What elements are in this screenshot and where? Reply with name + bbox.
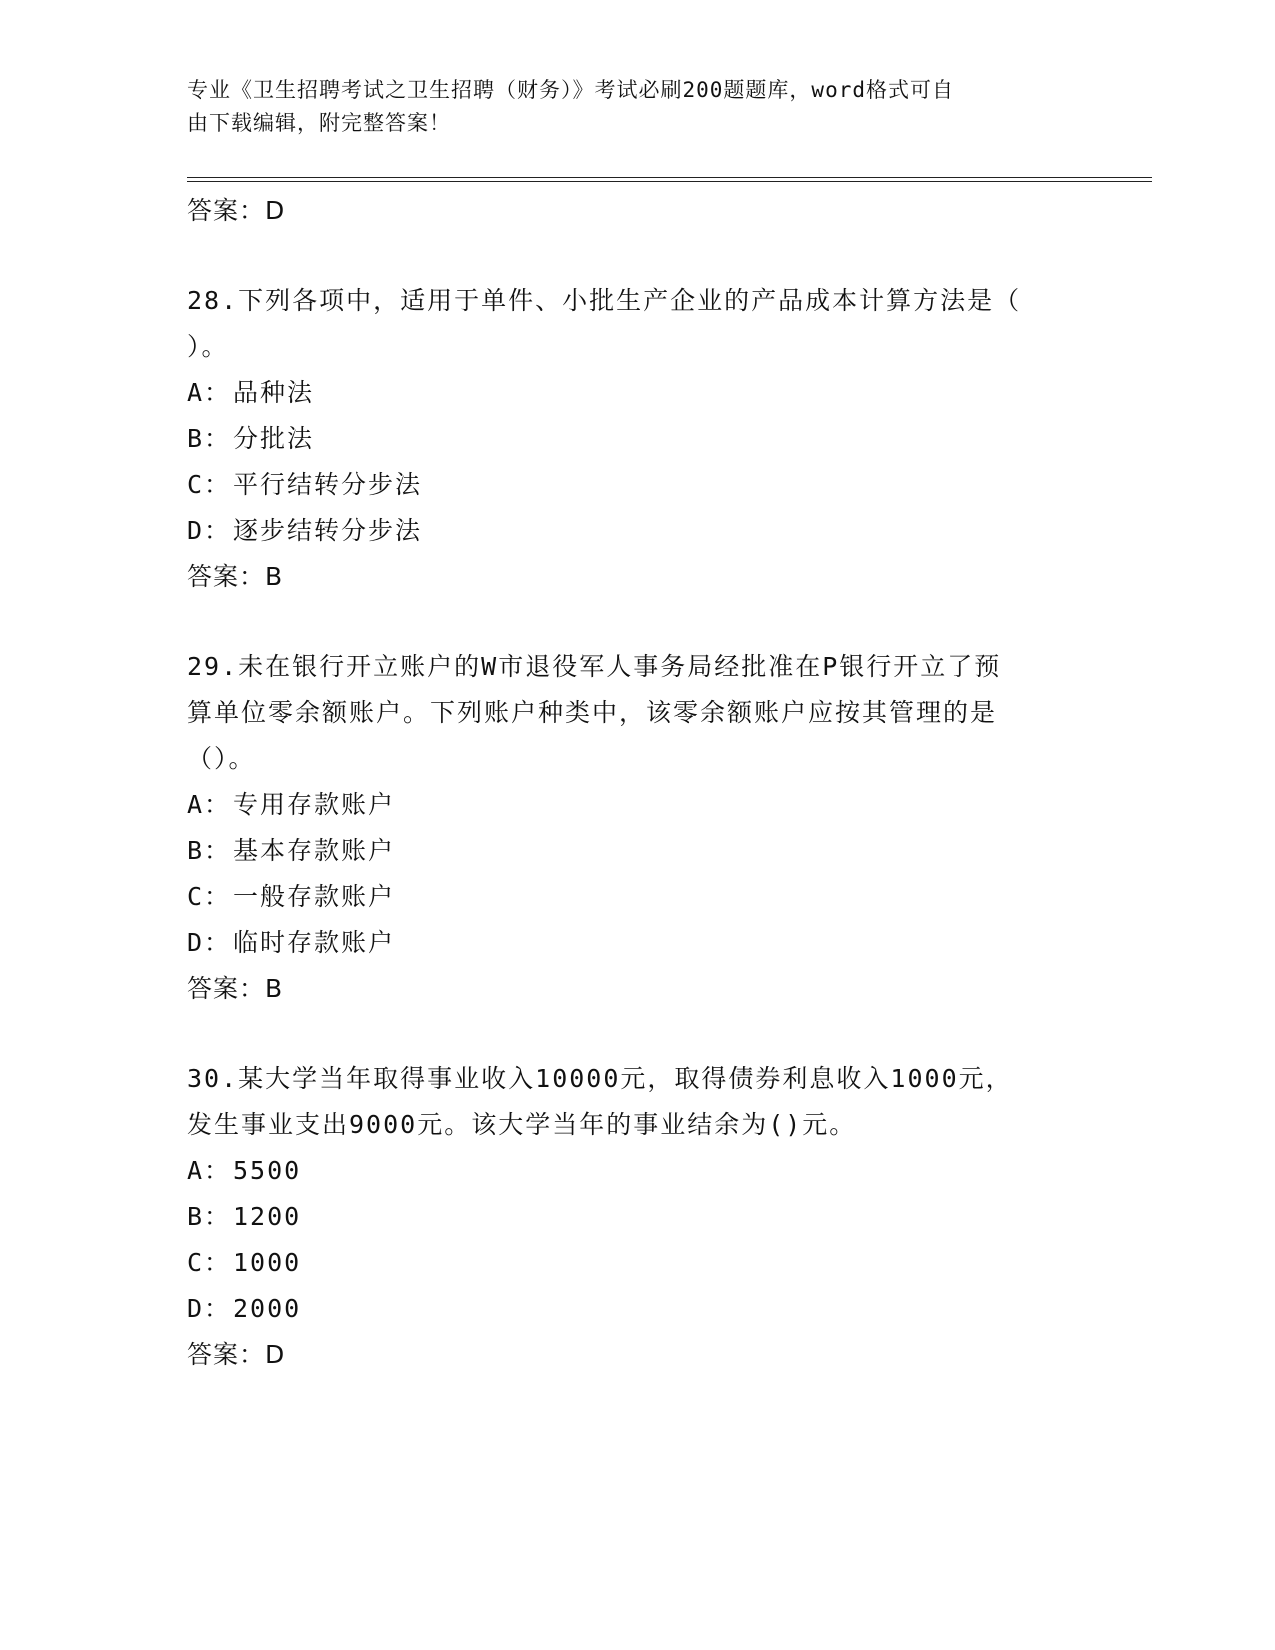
option-key: B： [187, 1202, 232, 1231]
option-d [187, 920, 1087, 966]
option-c [187, 1240, 1087, 1286]
option-b [187, 1194, 1087, 1240]
option-text: 临时存款账户 [233, 928, 396, 957]
option-b [187, 828, 1087, 874]
previous-answer: 答案：D [187, 196, 286, 225]
question-30 [187, 1056, 1087, 1378]
option-key: C： [187, 470, 232, 499]
option-key: D： [187, 516, 232, 545]
stem-line: 29.未在银行开立账户的W市退役军人事务局经批准在P银行开立了预 [187, 652, 1002, 681]
option-key: D： [187, 928, 232, 957]
option-a [187, 782, 1087, 828]
option-text: 1000 [233, 1248, 302, 1277]
header-divider [187, 177, 1152, 182]
question-29 [187, 644, 1087, 1012]
option-text: 2000 [233, 1294, 302, 1323]
option-key: B： [187, 836, 232, 865]
option-a [187, 370, 1087, 416]
option-text: 基本存款账户 [233, 836, 396, 865]
option-d [187, 1286, 1087, 1332]
option-a [187, 1148, 1087, 1194]
option-text: 平行结转分步法 [233, 470, 423, 499]
option-text: 一般存款账户 [233, 882, 396, 911]
option-d [187, 508, 1087, 554]
question-stem [187, 278, 1087, 370]
option-key: A： [187, 378, 232, 407]
question-stem [187, 644, 1087, 782]
option-key: D： [187, 1294, 232, 1323]
question-28 [187, 278, 1087, 600]
stem-line: ）。 [187, 332, 229, 361]
option-text: 品种法 [233, 378, 315, 407]
option-key: C： [187, 882, 232, 911]
option-c [187, 462, 1087, 508]
answer-line: 答案：D [187, 1340, 286, 1369]
option-c [187, 874, 1087, 920]
stem-line: 算单位零余额账户。下列账户种类中，该零余额账户应按其管理的是 [187, 698, 998, 727]
stem-line: 发生事业支出9000元。该大学当年的事业结余为()元。 [187, 1110, 857, 1139]
option-text: 1200 [233, 1202, 302, 1231]
option-b [187, 416, 1087, 462]
answer-line: 答案：B [187, 974, 284, 1003]
document-header [187, 74, 1067, 140]
question-stem [187, 1056, 1087, 1148]
stem-line: （）。 [187, 744, 256, 773]
header-line: 专业《卫生招聘考试之卫生招聘（财务）》考试必刷200题题库，word格式可自 [187, 78, 954, 102]
option-key: C： [187, 1248, 232, 1277]
option-key: A： [187, 790, 232, 819]
option-key: B： [187, 424, 232, 453]
stem-line: 28.下列各项中，适用于单件、小批生产企业的产品成本计算方法是（ [187, 286, 1022, 315]
header-line: 由下载编辑，附完整答案！ [187, 111, 451, 135]
option-text: 5500 [233, 1156, 302, 1185]
option-text: 分批法 [233, 424, 315, 453]
option-key: A： [187, 1156, 232, 1185]
option-text: 专用存款账户 [233, 790, 396, 819]
stem-line: 30.某大学当年取得事业收入10000元，取得债券利息收入1000元， [187, 1064, 1013, 1093]
answer-line: 答案：B [187, 562, 284, 591]
option-text: 逐步结转分步法 [233, 516, 423, 545]
document-body [187, 188, 1087, 1378]
